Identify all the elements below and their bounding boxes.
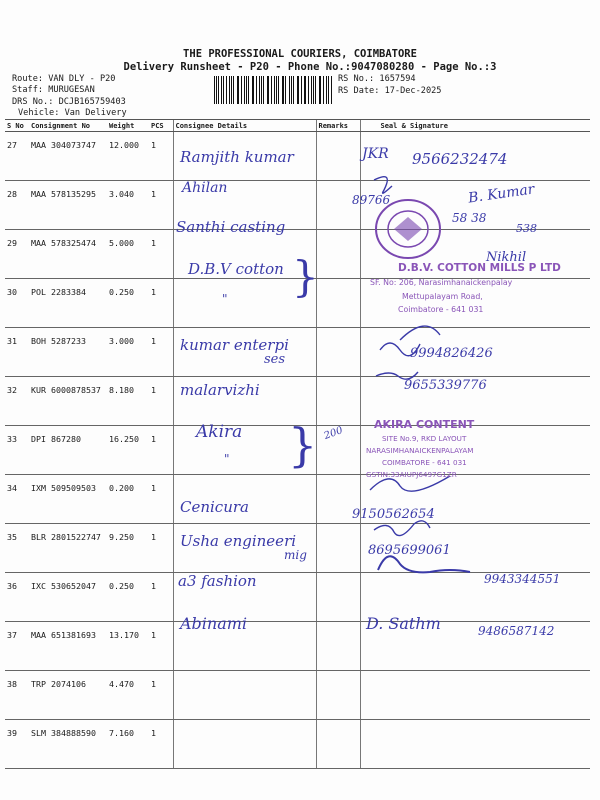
row-weight: 13.170 xyxy=(107,622,149,671)
handwritten-phone: 9655339776 xyxy=(404,378,487,393)
row-remarks xyxy=(316,720,360,769)
row-weight: 12.000 xyxy=(107,132,149,181)
dbv-stamp-line: D.B.V. COTTON MILLS P LTD xyxy=(398,262,561,274)
handwritten-name: Ramjith kumar xyxy=(180,148,294,166)
row-weight: 8.180 xyxy=(107,377,149,426)
signature-stroke xyxy=(380,343,420,356)
row-sno: 37 xyxy=(5,622,29,671)
barcode-bar xyxy=(289,76,290,104)
barcode-bar xyxy=(282,76,283,104)
row-sno: 32 xyxy=(5,377,29,426)
handwritten-phone: 58 38 xyxy=(452,211,487,225)
row-consignment-no: IXC 530652047 xyxy=(29,573,107,622)
signature-stroke xyxy=(376,372,418,379)
akira-stamp-line: GSTIN:33AIUPJ6497G1ZR xyxy=(366,470,457,479)
handwritten-name: Ahilan xyxy=(182,180,228,196)
row-pcs: 1 xyxy=(149,475,173,524)
row-consignment-no: BOH 5287233 xyxy=(29,328,107,377)
col-seal-signature: Seal & Signature xyxy=(360,120,590,132)
barcode-bar xyxy=(326,76,327,104)
col-pcs: PCS xyxy=(149,120,173,132)
barcode-bar xyxy=(298,76,299,104)
col-consignment: Consignment No xyxy=(29,120,107,132)
col-consignee: Consignee Details xyxy=(173,120,316,132)
barcode-bar xyxy=(248,76,249,104)
handwritten-phone: 9486587142 xyxy=(478,624,555,638)
row-pcs: 1 xyxy=(149,622,173,671)
row-sno: 30 xyxy=(5,279,29,328)
barcode xyxy=(214,74,334,104)
signature-stroke xyxy=(374,177,392,194)
handwritten-name: kumar enterpi xyxy=(180,336,289,354)
row-consignment-no: MAA 651381693 xyxy=(29,622,107,671)
handwritten-name: a3 fashion xyxy=(178,572,257,590)
handwritten-name: ses xyxy=(264,352,286,367)
handwritten-phone: 9943344551 xyxy=(484,572,561,586)
row-sno: 29 xyxy=(5,230,29,279)
row-consignment-no: BLR 2801522747 xyxy=(29,524,107,573)
barcode-bar xyxy=(226,76,227,104)
bracket-mark: } xyxy=(288,418,318,472)
handwritten-name: malarvizhi xyxy=(180,381,260,399)
row-pcs: 1 xyxy=(149,230,173,279)
handwritten-name: Akira xyxy=(196,422,243,442)
barcode-bar xyxy=(311,76,312,104)
signature-stroke xyxy=(374,521,430,536)
barcode-bar xyxy=(241,76,242,104)
row-weight: 3.000 xyxy=(107,328,149,377)
row-consignee xyxy=(173,720,316,769)
row-pcs: 1 xyxy=(149,279,173,328)
row-sno: 38 xyxy=(5,671,29,720)
row-sno: 34 xyxy=(5,475,29,524)
row-pcs: 1 xyxy=(149,720,173,769)
row-weight: 0.250 xyxy=(107,279,149,328)
dbv-stamp-line: Coimbatore - 641 031 xyxy=(398,305,484,314)
barcode-bar xyxy=(252,76,253,104)
handwritten-note: 200 xyxy=(322,425,345,442)
signature-stroke xyxy=(378,556,470,572)
handwritten-signature: JKR xyxy=(362,146,389,162)
row-pcs: 1 xyxy=(149,377,173,426)
handwritten-name: " xyxy=(222,292,228,306)
col-remarks: Remarks xyxy=(316,120,360,132)
row-pcs: 1 xyxy=(149,328,173,377)
staff-label: Staff: MURUGESAN xyxy=(12,85,95,95)
barcode-bar xyxy=(221,76,222,104)
row-consignment-no: MAA 578135295 xyxy=(29,181,107,230)
handwritten-phone: 89766 xyxy=(352,193,391,207)
barcode-bar xyxy=(305,76,306,104)
bracket-mark: } xyxy=(292,252,319,301)
row-pcs: 1 xyxy=(149,181,173,230)
handwritten-name: Santhi casting xyxy=(176,218,286,236)
route-label: Route: VAN DLY - P20 xyxy=(12,74,116,84)
barcode-bar xyxy=(320,76,321,104)
handwritten-phone: 9150562654 xyxy=(352,507,435,522)
row-weight: 7.160 xyxy=(107,720,149,769)
rs-number: RS No.: 1657594 xyxy=(338,74,416,84)
row-consignment-no: MAA 578325474 xyxy=(29,230,107,279)
akira-stamp-line: COIMBATORE - 641 031 xyxy=(382,458,467,467)
row-pcs: 1 xyxy=(149,573,173,622)
row-sno: 33 xyxy=(5,426,29,475)
barcode-bar xyxy=(291,76,292,104)
rs-date: RS Date: 17-Dec-2025 xyxy=(338,86,442,96)
row-consignment-no: DPI 867280 xyxy=(29,426,107,475)
barcode-bar xyxy=(214,76,215,104)
dbv-stamp-line: Mettupalayam Road, xyxy=(402,292,483,301)
handwritten-phone: 8695699061 xyxy=(368,543,451,558)
barcode-bar xyxy=(319,76,320,104)
dbv-stamp-line: SF. No: 206, Narasimhanaickenpalay xyxy=(370,278,513,287)
handwritten-signature: D. Sathm xyxy=(366,614,441,633)
handwritten-name: Abinami xyxy=(180,614,248,633)
signature-stroke xyxy=(400,326,440,340)
barcode-bar xyxy=(263,76,264,104)
company-title: THE PROFESSIONAL COURIERS, COIMBATORE xyxy=(183,48,417,60)
row-consignment-no: SLM 384888590 xyxy=(29,720,107,769)
row-pcs: 1 xyxy=(149,671,173,720)
row-sno: 27 xyxy=(5,132,29,181)
row-sno: 31 xyxy=(5,328,29,377)
barcode-bar xyxy=(229,76,230,104)
row-pcs: 1 xyxy=(149,426,173,475)
handwritten-name: mig xyxy=(284,548,307,562)
row-sno: 28 xyxy=(5,181,29,230)
row-signature xyxy=(360,720,590,769)
row-sno: 35 xyxy=(5,524,29,573)
akira-stamp-line: AKIRA CONTENT xyxy=(374,418,475,431)
row-signature xyxy=(360,671,590,720)
row-weight: 4.470 xyxy=(107,671,149,720)
handwritten-name: D.B.V cotton xyxy=(188,260,284,278)
row-sno: 36 xyxy=(5,573,29,622)
row-pcs: 1 xyxy=(149,132,173,181)
drs-label: DRS No.: DCJB165759403 xyxy=(12,97,126,107)
row-pcs: 1 xyxy=(149,524,173,573)
row-weight: 16.250 xyxy=(107,426,149,475)
company-seal-icon xyxy=(372,196,444,262)
barcode-bar xyxy=(233,76,234,104)
vehicle-label: Vehicle: Van Delivery xyxy=(18,108,127,118)
row-consignment-no: IXM 509509503 xyxy=(29,475,107,524)
row-sno: 39 xyxy=(5,720,29,769)
row-consignment-no: MAA 304073747 xyxy=(29,132,107,181)
handwritten-signature: B. Kumar xyxy=(467,181,536,207)
row-weight: 5.000 xyxy=(107,230,149,279)
table-row xyxy=(5,671,590,720)
handwritten-name: Cenicura xyxy=(180,498,249,516)
row-consignee xyxy=(173,671,316,720)
row-remarks xyxy=(316,671,360,720)
handwritten-phone: 9566232474 xyxy=(412,150,508,168)
col-weight: Weight xyxy=(107,120,149,132)
row-weight: 3.040 xyxy=(107,181,149,230)
barcode-bar xyxy=(268,76,269,104)
handwritten-name: Usha engineeri xyxy=(180,532,297,550)
akira-stamp-line: NARASIMHANAICKENPALAYAM xyxy=(366,446,474,455)
row-weight: 0.250 xyxy=(107,573,149,622)
col-sno: S No xyxy=(5,120,29,132)
handwritten-phone: 9994826426 xyxy=(410,346,493,361)
handwritten-signature: Nikhil xyxy=(486,250,527,265)
handwritten-phone: 538 xyxy=(516,222,537,235)
row-consignment-no: POL 2283384 xyxy=(29,279,107,328)
row-weight: 0.200 xyxy=(107,475,149,524)
table-row xyxy=(5,720,590,769)
runsheet-title: Delivery Runsheet - P20 - Phone No.:9047080280 - Page No.:3 xyxy=(123,61,497,73)
row-weight: 9.250 xyxy=(107,524,149,573)
handwritten-name: " xyxy=(224,452,230,466)
akira-stamp-line: SITE No.9, RKD LAYOUT xyxy=(382,434,467,443)
barcode-bar xyxy=(276,76,277,104)
row-consignment-no: KUR 6000878537 xyxy=(29,377,107,426)
barcode-bar xyxy=(259,76,260,104)
row-consignment-no: TRP 2074106 xyxy=(29,671,107,720)
